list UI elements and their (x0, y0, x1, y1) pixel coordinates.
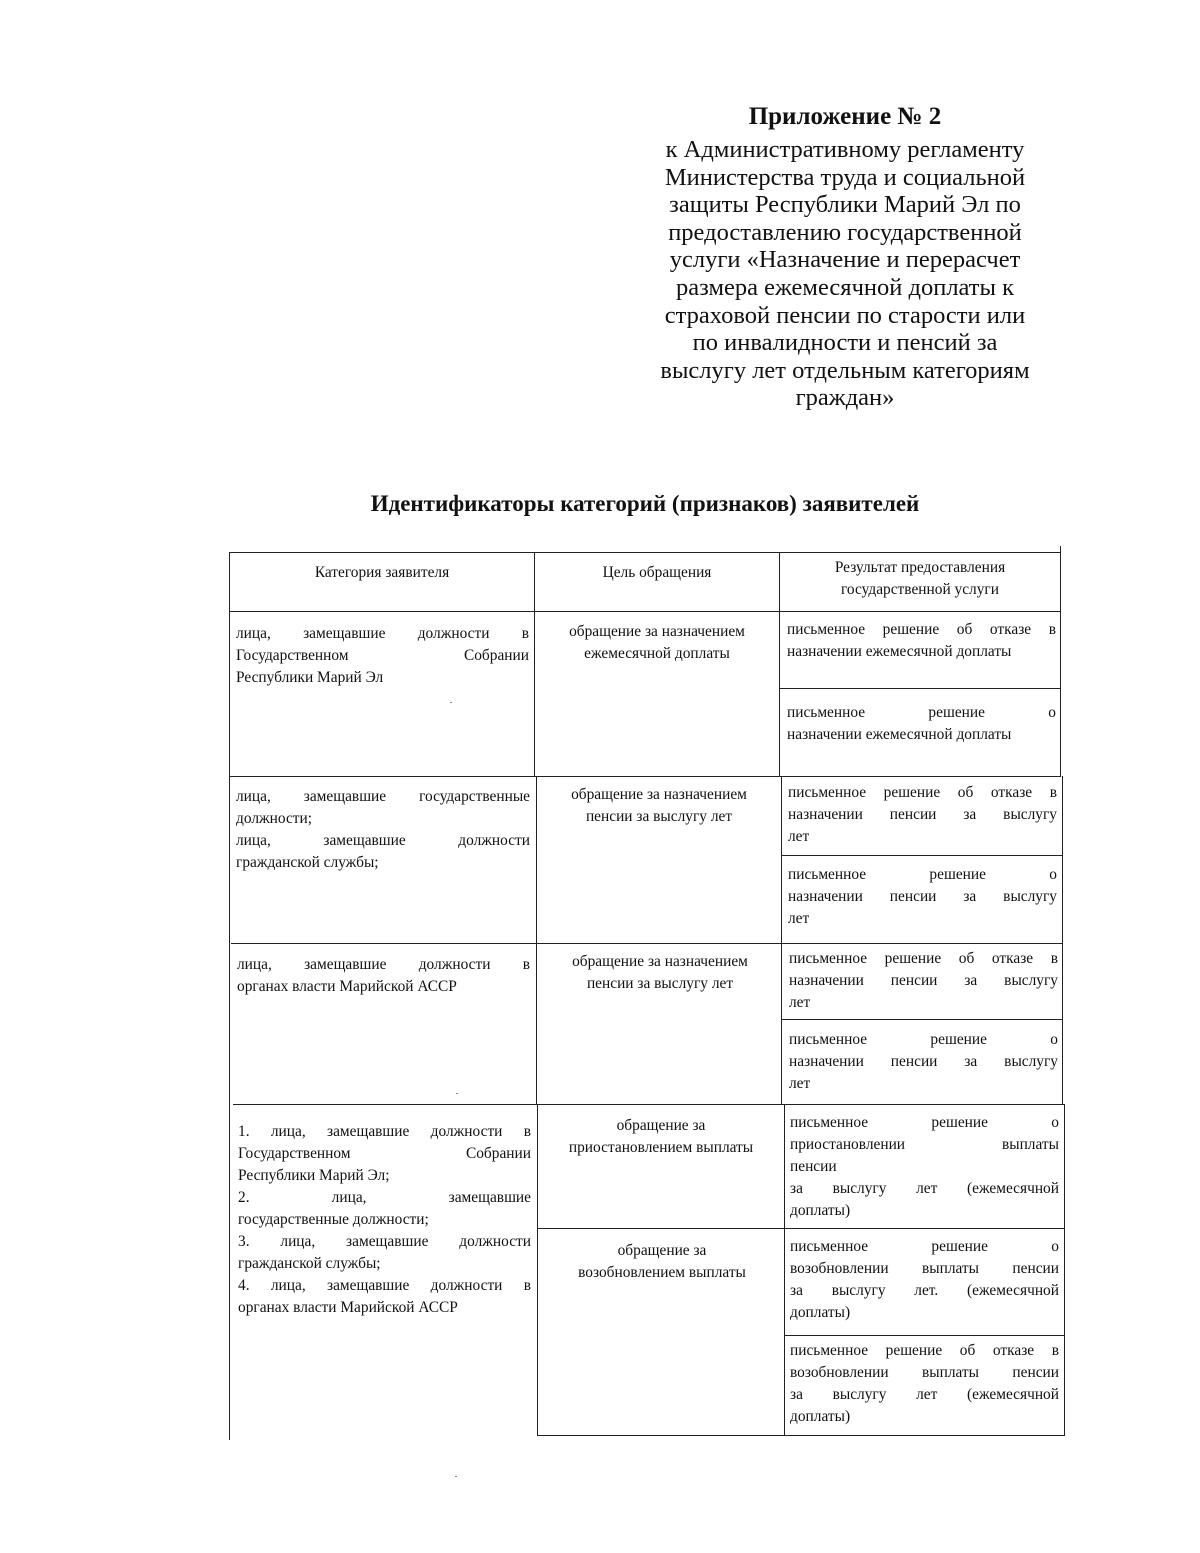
header-purpose: Цель обращения (602, 564, 712, 581)
result-cell: письменное решение об отказе в возобновлении выплаты пенсии за выслугу лет (ежемесячной доплаты) (790, 1342, 1059, 1425)
document-heading: Идентификаторы категорий (признаков) заявителей (370, 491, 920, 516)
appendix-line: по инвалидности и пенсий за (692, 329, 998, 357)
category-cell: лица, замещавшие государственные должности; лица, замещавшие должности гражданской службы; (236, 788, 530, 871)
appendix-line: Министерства труда и социальной (664, 163, 1026, 191)
appendix-line: выслугу лет отдельным категориям (660, 356, 1030, 384)
result-cell: письменное решение о приостановлении выплаты пенсии за выслугу лет (ежемесячной доплаты) (790, 1114, 1059, 1219)
header-category: Категория заявителя (314, 564, 450, 581)
scan-speck (455, 1476, 457, 1477)
result-cell: письменное решение об отказе в назначении пенсии за выслугу лет (788, 784, 1057, 845)
result-cell: письменное решение о назначении ежемесячной доплаты (787, 704, 1056, 743)
purpose-cell: обращение за назначением пенсии за выслугу лет (572, 953, 748, 992)
appendix-line: предоставлению государственной (668, 218, 1022, 246)
result-cell: письменное решение об отказе в назначении ежемесячной доплаты (787, 621, 1056, 660)
result-cell: письменное решение об отказе в назначении пенсии за выслугу лет (789, 950, 1058, 1011)
appendix-line: к Административному регламенту (665, 136, 1025, 163)
category-cell: 1. лица, замещавшие должности в Государственном Собрании Республики Марий Эл; 2. лица, замещавшие государственные должности; 3. лица, замещавшие должности гражданской службы; 4. лица, замещавшие должности в органах власти Марийской АССР (238, 1123, 531, 1316)
scan-speck (450, 702, 452, 703)
scan-speck (456, 1093, 458, 1094)
header-result: Результат предоставления государственной услуги (834, 559, 1006, 598)
appendix-line: граждан» (795, 384, 895, 412)
appendix-line: услуги «Назначение и перерасчет (669, 246, 1021, 274)
category-cell: лица, замещавшие должности в Государственном Собрании Республики Марий Эл (236, 625, 529, 686)
purpose-cell: обращение за назначением ежемесячной доплаты (569, 623, 745, 662)
purpose-cell: обращение за возобновлением выплаты (578, 1242, 746, 1281)
category-cell: лица, замещавшие должности в органах власти Марийской АССР (237, 956, 530, 995)
purpose-cell: обращение за назначением пенсии за выслугу лет (571, 786, 747, 825)
result-cell: письменное решение о возобновлении выплаты пенсии за выслугу лет. (ежемесячной доплаты) (790, 1238, 1059, 1321)
purpose-cell: обращение за приостановлением выплаты (568, 1117, 754, 1156)
appendix-title: Приложение № 2 (748, 103, 942, 130)
appendix-line: размера ежемесячной доплаты к (676, 273, 1014, 301)
appendix-line: страховой пенсии по старости или (664, 301, 1026, 329)
result-cell: письменное решение о назначении пенсии за выслугу лет (788, 866, 1057, 927)
appendix-line: защиты Республики Марий Эл по (669, 191, 1021, 219)
result-cell: письменное решение о назначении пенсии за выслугу лет (789, 1031, 1058, 1092)
